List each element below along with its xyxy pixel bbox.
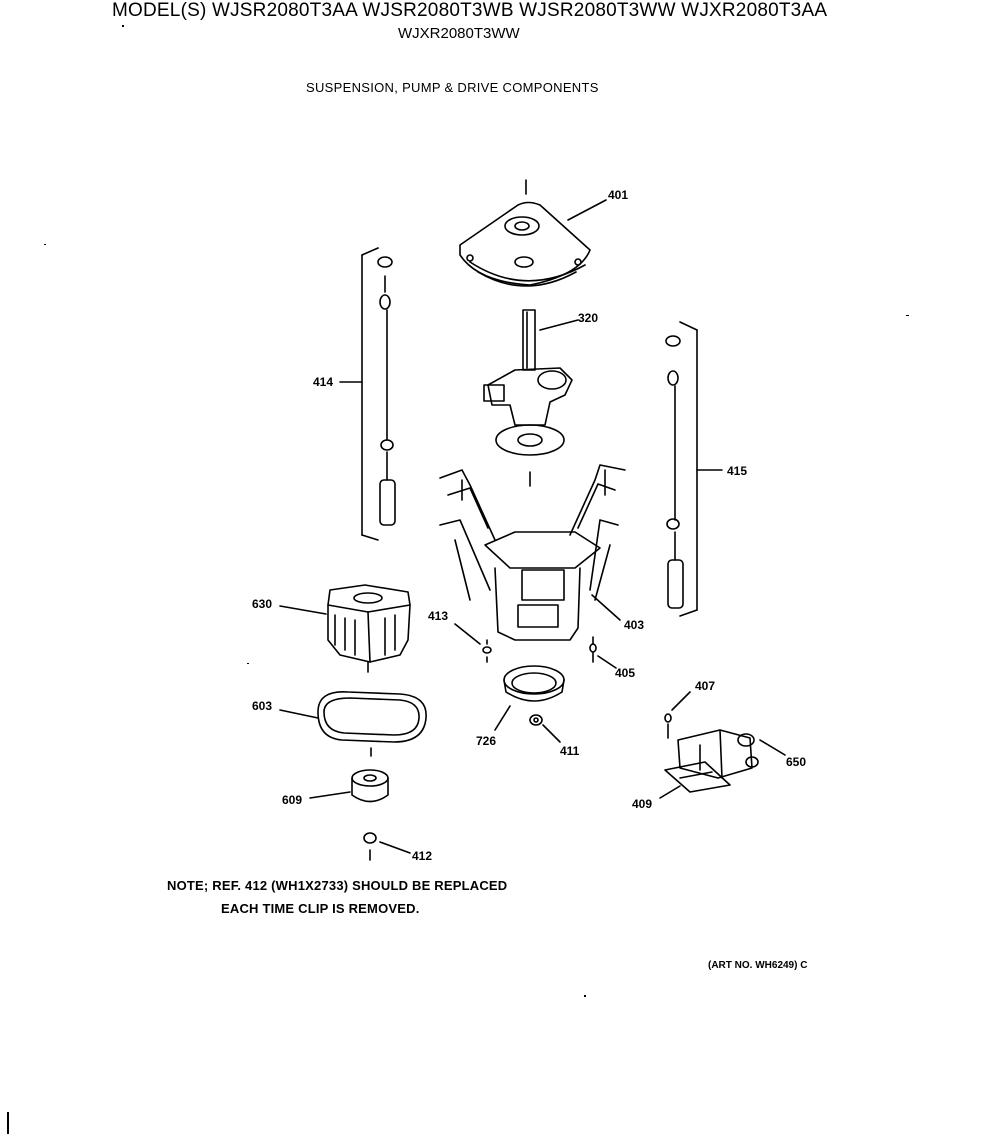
callout-403: 403 [624,618,645,632]
callout-609: 609 [282,793,303,807]
art-number: (ART NO. WH6249) C [708,960,808,971]
replacement-note-line1: NOTE; REF. 412 (WH1X2733) SHOULD BE REPLACED [167,878,508,893]
section-title: SUSPENSION, PUMP & DRIVE COMPONENTS [306,80,599,95]
callout-407: 407 [695,679,716,693]
callout-401: 401 [608,188,629,202]
model-list-line2: WJXR2080T3WW [398,25,520,42]
part-412-clip [364,833,410,860]
part-603-drive-belt [280,692,426,756]
part-630-pump [280,585,410,672]
callout-409: 409 [632,797,653,811]
callout-412: 412 [412,849,433,863]
part-405-screw [590,637,616,668]
part-415-suspension-rod [666,322,722,616]
model-list-line1: MODEL(S) WJSR2080T3AA WJSR2080T3WB WJSR2080T3WW WJXR2080T3AA [112,0,828,21]
callout-630: 630 [252,597,273,611]
part-403-support-bracket [440,465,625,640]
callout-320: 320 [578,311,599,325]
part-414-suspension-rod [340,248,395,540]
part-650-shifter [678,730,785,778]
callout-405: 405 [615,666,636,680]
replacement-note-line2: EACH TIME CLIP IS REMOVED. [221,901,420,916]
callout-413: 413 [428,609,449,623]
callout-603: 603 [252,699,273,713]
part-609-pulley [310,770,388,802]
callout-415: 415 [727,464,748,478]
part-407-screw [665,692,690,738]
callout-650: 650 [786,755,807,769]
callout-411: 411 [560,744,580,758]
callout-726: 726 [476,734,497,748]
callout-414: 414 [313,375,334,389]
part-413-washer [455,624,491,662]
part-411-nut [530,715,560,742]
part-320-transmission [484,310,578,486]
part-401-mounting-plate [460,180,606,286]
part-409-bracket [660,762,730,798]
